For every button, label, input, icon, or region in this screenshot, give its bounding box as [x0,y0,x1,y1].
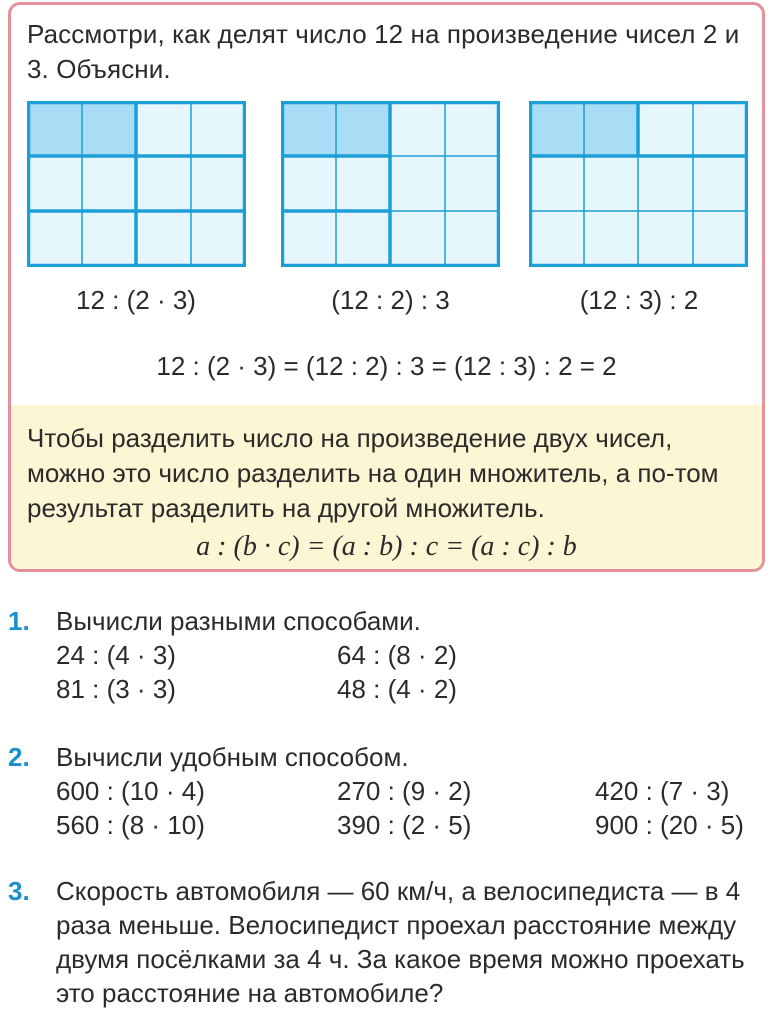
rule-formula: a : (b · c) = (a : b) : c = (a : c) : b [196,531,577,562]
grid-expression-3: (12 : 3) : 2 [579,285,699,315]
rule-box [11,405,762,569]
example-box [8,2,765,572]
expression: 64 : (8 · 2) [337,640,457,670]
expression: 390 : (2 · 5) [337,810,472,840]
rule-text: Чтобы разделить число на произведение двух чисел, можно это число разделить на один множитель, а по-том результат разделить на другой множитель. [27,423,719,523]
expression: 270 : (9 · 2) [337,776,472,806]
grid-diagram-2 [281,101,500,267]
task-number: 1. [8,606,30,636]
grid-expression-1: 12 : (2 · 3) [76,285,196,315]
expression: 24 : (4 · 3) [56,640,176,670]
intro-text: Рассмотри, как делят число 12 на произведение чисел 2 и 3. Объясни. [27,19,740,84]
task-number: 3. [8,876,30,906]
expression: 420 : (7 · 3) [595,776,730,806]
grid-expression-2: (12 : 2) : 3 [331,285,450,315]
expression: 900 : (20 · 5) [595,810,744,840]
task-text: Скорость автомобиля — 60 км/ч, а велосипедиста — в 4 раза меньше. Велосипедист проехал расстояние между двумя посёлками за 4 ч. За какое время можно проехать это расстояние на автомобиле? [56,876,745,1008]
expression: 600 : (10 · 4) [56,776,205,806]
task-title: Вычисли удобным способом. [56,742,409,772]
expression: 48 : (4 · 2) [337,674,457,704]
expression: 81 : (3 · 3) [56,674,176,704]
grid-diagram-1 [27,101,246,267]
expression: 560 : (8 · 10) [56,810,205,840]
grid-diagram-3 [529,101,748,267]
task-number: 2. [8,742,30,772]
equality-line: 12 : (2 · 3) = (12 : 2) : 3 = (12 : 3) : 2 = 2 [156,351,617,381]
task-title: Вычисли разными способами. [56,606,421,636]
